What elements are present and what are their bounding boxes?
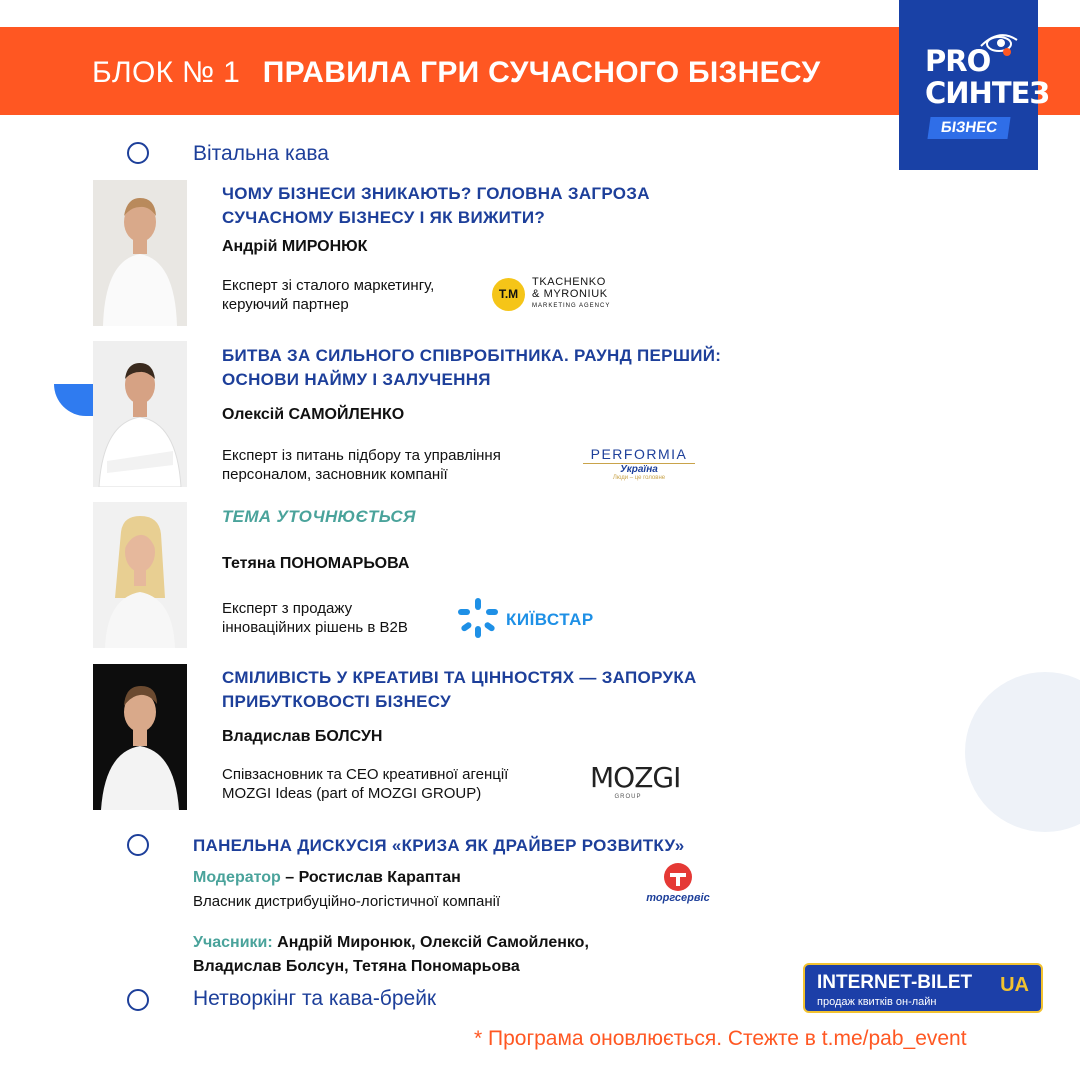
decor-shape-right	[965, 672, 1080, 832]
tm-mark: T.M	[492, 278, 525, 311]
speaker-name-1: Андрій МИРОНЮК	[222, 238, 368, 255]
desc-line: MOZGI Ideas (part of MOZGI GROUP)	[222, 785, 482, 802]
brand-line: MARKETING AGENCY	[532, 303, 611, 309]
participants-label: Учасники:	[193, 934, 273, 951]
decor-shape-left	[54, 384, 94, 416]
talk-title-line: СМІЛИВІСТЬ У КРЕАТИВІ ТА ЦІННОСТЯХ — ЗАПОРУКА	[222, 668, 697, 687]
brand-line: & MYRONIUK	[532, 288, 608, 300]
brand-line: PERFORMIA	[590, 446, 688, 462]
panel-title: ПАНЕЛЬНА ДИСКУСІЯ «КРИЗА ЯК ДРАЙВЕР РОЗВИТКУ»	[193, 836, 685, 855]
desc-line: Експерт із питань підбору та управління	[222, 447, 501, 464]
internet-bilet-logo	[803, 963, 1043, 1013]
speaker-photo-3	[93, 502, 187, 648]
speaker-desc-1	[222, 276, 434, 314]
brand-line: GROUP	[614, 794, 642, 800]
talk-title-1	[222, 182, 650, 230]
brand-line: MOZGI	[590, 761, 681, 794]
footnote: * Програма оновлюється. Стежте в t.me/pab_event	[474, 1027, 967, 1050]
desc-line: Експерт з продажу	[222, 600, 353, 617]
talk-title-line: СУЧАСНОМУ БІЗНЕСУ І ЯК ВИЖИТИ?	[222, 208, 546, 227]
desc-line: Експерт зі сталого маркетингу,	[222, 277, 435, 294]
brand-line: Люди – це головне	[612, 475, 666, 481]
agenda-item-networking: Нетворкінг та кава-брейк	[193, 987, 437, 1010]
brand-line: КИЇВСТАР	[506, 610, 594, 629]
ticket-name: INTERNET-BILET	[817, 972, 973, 993]
torgservis-icon	[661, 862, 695, 892]
speaker-photo-4	[93, 664, 187, 810]
agenda-item-welcome: Вітальна кава	[193, 142, 329, 165]
participants-names: Андрій Миронюк, Олексій Самойленко,	[272, 934, 589, 951]
ticket-tagline: продаж квитків он-лайн	[817, 996, 937, 1008]
block-title: ПРАВИЛА ГРИ СУЧАСНОГО БІЗНЕСУ	[262, 56, 821, 89]
brand-line: Україна	[620, 464, 658, 475]
desc-line: Співзасновник та CEO креативної агенції	[222, 766, 509, 783]
brand-line: торгсервіс	[646, 892, 710, 904]
speaker-desc-4	[222, 765, 508, 803]
speaker-name-4: Владислав БОЛСУН	[222, 728, 383, 745]
talk-title-4	[222, 666, 697, 714]
speaker-name-2: Олексій САМОЙЛЕНКО	[222, 406, 405, 423]
moderator-name: – Ростислав Караптан	[280, 869, 461, 886]
page-title	[92, 56, 820, 90]
ticket-ua: UA	[1000, 974, 1029, 996]
participants-line	[193, 931, 589, 979]
talk-title-line: БИТВА ЗА СИЛЬНОГО СПІВРОБІТНИКА. РАУНД ПЕРШИЙ:	[222, 346, 722, 365]
brand-logo-performia	[577, 446, 701, 481]
moderator-line	[193, 869, 461, 887]
speaker-photo-2	[93, 341, 187, 487]
bullet-icon	[127, 834, 149, 856]
desc-line: керуючий партнер	[222, 296, 349, 313]
talk-title-line: ПРИБУТКОВОСТІ БІЗНЕСУ	[222, 692, 452, 711]
brand-line: TKACHENKO	[532, 276, 606, 288]
speaker-desc-3	[222, 599, 408, 637]
brand-logo-mozgi	[590, 761, 681, 800]
brand-text	[532, 276, 610, 312]
bullet-icon	[127, 989, 149, 1011]
logo-line-1: PRO	[925, 44, 991, 78]
moderator-desc: Власник дистрибуційно-логістичної компанії	[193, 893, 501, 910]
logo-line-2: СИНТЕЗ	[925, 76, 1050, 110]
prosyntez-logo	[899, 0, 1050, 170]
talk-title-line: ОСНОВИ НАЙМУ І ЗАЛУЧЕННЯ	[222, 370, 491, 389]
participants-names: Владислав Болсун, Тетяна Пономарьова	[193, 958, 520, 975]
talk-title-line: ЧОМУ БІЗНЕСИ ЗНИКАЮТЬ? ГОЛОВНА ЗАГРОЗА	[222, 184, 650, 203]
moderator-label: Модератор	[193, 869, 281, 886]
speaker-name-3: Тетяна ПОНОМАРЬОВА	[222, 555, 410, 572]
speaker-desc-2	[222, 446, 501, 484]
bullet-icon	[127, 142, 149, 164]
talk-title-3: ТЕМА УТОЧНЮЄТЬСЯ	[222, 507, 416, 526]
kyivstar-star-icon	[456, 596, 500, 640]
logo-badge: БІЗНЕС	[927, 117, 1010, 139]
desc-line: персоналом, засновник компанії	[222, 466, 448, 483]
speaker-photo-1	[93, 180, 187, 326]
talk-title-2	[222, 344, 721, 392]
desc-line: інноваційних рішень в B2B	[222, 619, 408, 636]
brand-logo-torgservis	[638, 862, 718, 904]
block-label: БЛОК № 1	[92, 56, 241, 89]
